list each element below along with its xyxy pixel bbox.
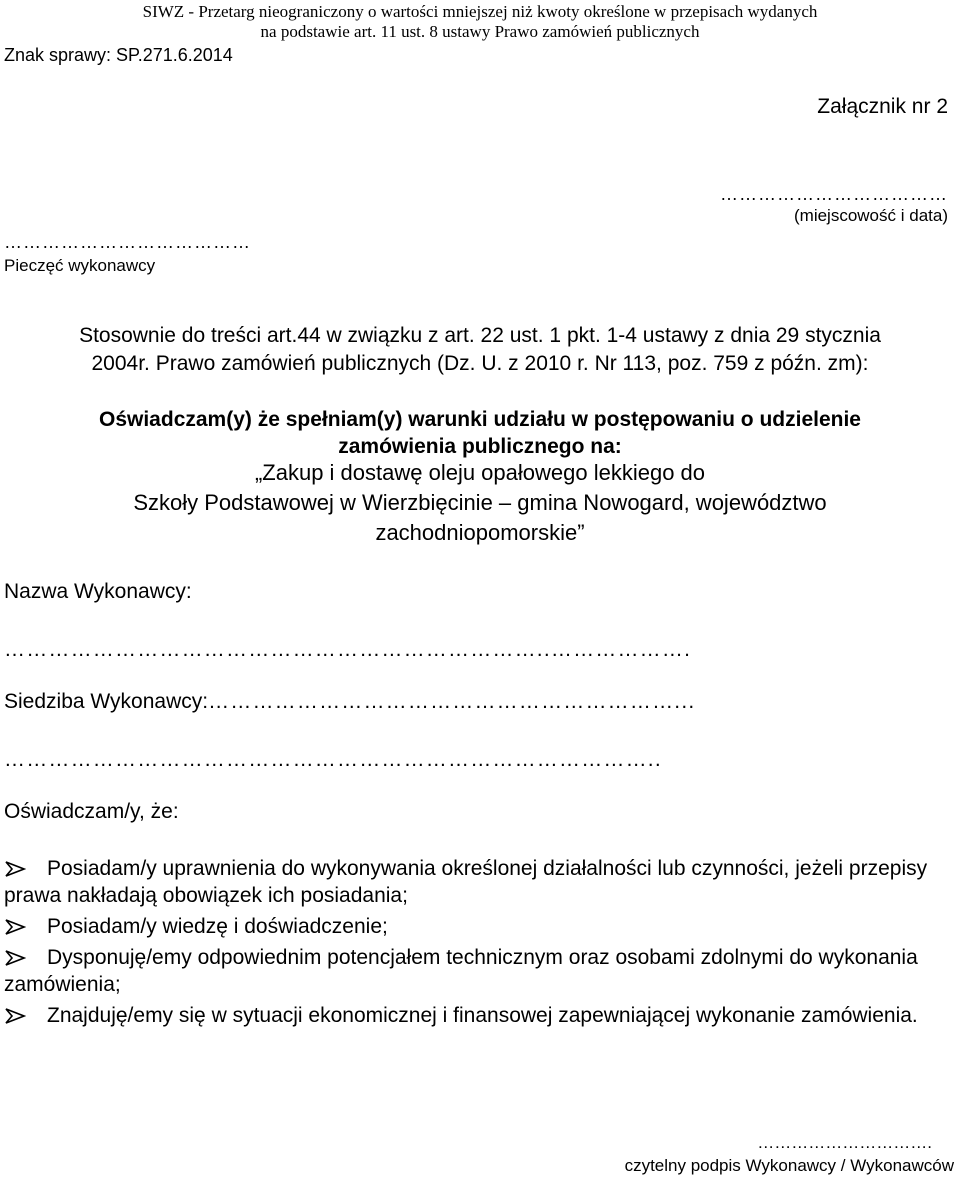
contractor-seat-row <box>4 690 695 714</box>
statement-text: Dysponuję/emy odpowiednim potencjałem technicznym oraz osobami zdolnymi do wykonania zamówienia; <box>4 946 918 996</box>
header-title-line-2: na podstawie art. 11 ust. 8 ustawy Prawo zamówień publicznych <box>260 22 700 41</box>
list-item <box>4 944 956 998</box>
signature-label: czytelny podpis Wykonawcy / Wykonawców <box>624 1156 954 1175</box>
statement-text: Posiadam/y uprawnienia do wykonywania określonej działalności lub czynności, jeżeli przepisy prawa nakładają obowiązek ich posiadania; <box>4 857 928 907</box>
intro-line-2: 2004r. Prawo zamówień publicznych (Dz. U. z 2010 r. Nr 113, poz. 759 z późn. zm): <box>91 352 869 375</box>
list-item <box>4 913 956 940</box>
attachment-number: Załącznik nr 2 <box>817 95 948 118</box>
arrow-bullet-icon <box>4 1007 26 1025</box>
contractor-name-field: ………………………………………………………………..………………. <box>4 638 692 661</box>
contractor-seat-label: Siedziba Wykonawcy: <box>4 690 209 713</box>
statement-list <box>4 855 956 1033</box>
declaration-line-1: Oświadczam(y) że spełniam(y) warunki udziału w postępowaniu o udzielenie <box>99 408 861 431</box>
contract-subject <box>0 458 960 548</box>
seal-field: ………………………………… <box>4 232 251 252</box>
place-date-field: ……………………………… <box>720 184 948 204</box>
contractor-name-label: Nazwa Wykonawcy: <box>4 580 192 603</box>
legal-basis-intro <box>0 322 960 378</box>
signature-field: …………………………. <box>757 1133 932 1152</box>
subject-line-3: zachodniopomorskie” <box>375 520 585 545</box>
contractor-seat-field-2: …………………………………………………………………………….. <box>4 748 662 771</box>
arrow-bullet-icon <box>4 949 26 967</box>
declaration-line-2: zamówienia publicznego na: <box>338 435 622 458</box>
intro-line-1: Stosownie do treści art.44 w związku z art. 22 ust. 1 pkt. 1-4 ustawy z dnia 29 stycznia <box>79 324 881 347</box>
arrow-bullet-icon <box>4 860 26 878</box>
arrow-bullet-icon <box>4 918 26 936</box>
subject-line-1: „Zakup i dostawę oleju opałowego lekkiego do <box>254 460 706 485</box>
list-item <box>4 1002 956 1029</box>
seal-label: Pieczęć wykonawcy <box>4 256 156 275</box>
statement-text: Posiadam/y wiedzę i doświadczenie; <box>47 915 388 938</box>
contractor-seat-field: ………………………………………………………... <box>208 690 696 713</box>
statement-label: Oświadczam/y, że: <box>4 800 179 823</box>
declaration-heading <box>0 406 960 460</box>
statement-text: Znajduję/emy się w sytuacji ekonomicznej i finansowej zapewniającej wykonanie zamówienia. <box>47 1004 918 1027</box>
case-number: Znak sprawy: SP.271.6.2014 <box>4 45 233 65</box>
list-item <box>4 855 956 909</box>
subject-line-2: Szkoły Podstawowej w Wierzbięcinie – gmina Nowogard, województwo <box>133 490 827 515</box>
header-title-line-1: SIWZ - Przetarg nieograniczony o wartości mniejszej niż kwoty określone w przepisach wydanych <box>142 2 818 21</box>
place-date-label: (miejscowość i data) <box>794 206 948 225</box>
